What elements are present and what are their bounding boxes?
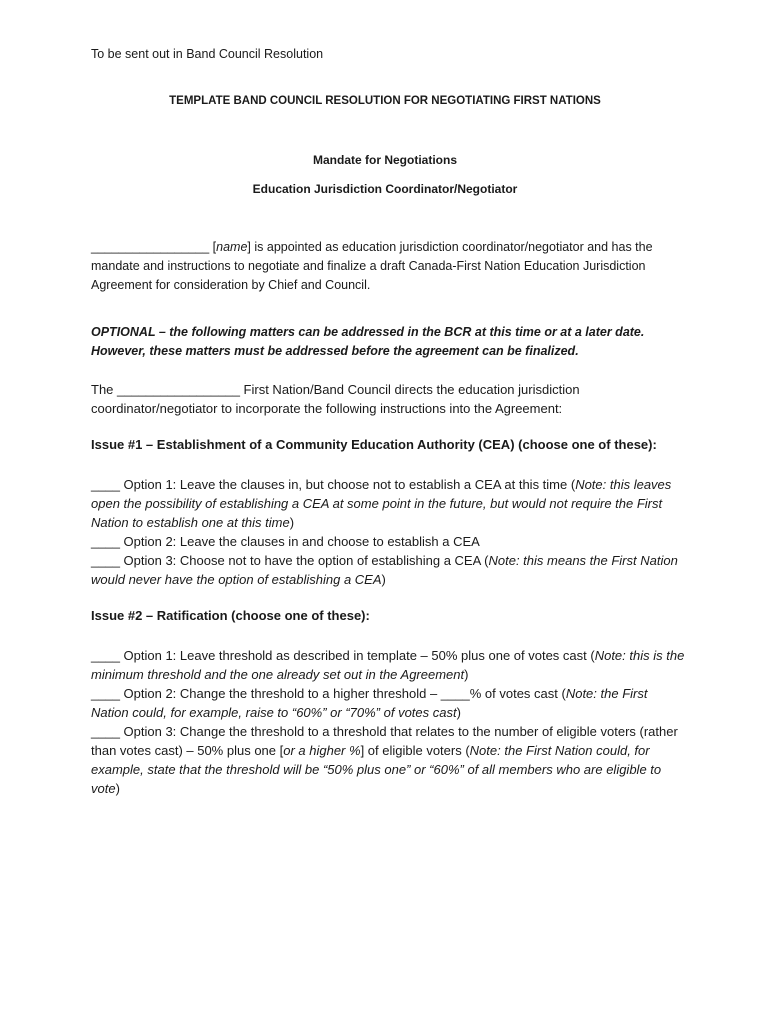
- mandate-heading: Mandate for Negotiations: [312, 153, 457, 167]
- option-blank: ____: [91, 477, 120, 492]
- option-text: Option 1: Leave the clauses in, but choose not to establish a CEA at this time (: [119, 477, 576, 492]
- option-blank: ____: [91, 534, 120, 549]
- option-end: ): [464, 667, 469, 682]
- appointment-text: is appointed as education jurisdiction coordinator/negotiator and has the mandate and instructions to negotiate and finalize a draft Canada-First Nation Education Jurisdiction Agreement for consideration by Chief and Council.: [91, 240, 653, 292]
- option-note: or a higher %: [283, 743, 361, 758]
- issue1-option-2: [91, 534, 480, 549]
- role-heading: Education Jurisdiction Coordinator/Negotiator: [252, 182, 518, 196]
- option-text: Option 3: Choose not to have the option of establishing a CEA (: [119, 553, 489, 568]
- option-end: ): [289, 515, 295, 530]
- option-note: Note: the First Nation could, for example, raise to “60%” or “70%” of votes cast: [91, 686, 648, 720]
- issue2-option-3: [91, 724, 678, 796]
- directs-paragraph: [91, 380, 686, 418]
- option-text: Option 2: Leave the clauses in and choose to establish a CEA: [119, 534, 480, 549]
- issue1-options: [91, 475, 686, 589]
- option-end: ): [456, 705, 461, 720]
- issue2-options: [91, 646, 686, 798]
- option-text: Option 2: Change the threshold to a higher threshold – ____% of votes cast (: [119, 686, 566, 701]
- appointment-paragraph: _________________ [name] is appointed as education jurisdiction coordinator/negotiator and has the mandate and instructions to negotiate and finalize a draft Canada-First Nation Education Jurisdiction Agreement for consideration by Chief and Council.: [91, 240, 653, 292]
- option-note: Note: this is the minimum threshold and the one already set out in the Agreement: [91, 648, 685, 682]
- option-blank: ____: [91, 553, 120, 568]
- first-nation-blank: _________________: [117, 382, 240, 397]
- option-text: Option 3: Change the threshold to a threshold that relates to the number of eligible voters (rather than votes cast) – 50% plus one [: [91, 724, 678, 758]
- option-note: Note: this leaves open the possibility of establishing a CEA at some point in the future, but would not require the First Nation to establish one at this time: [91, 477, 672, 530]
- directs-text: First Nation/Band Council directs the education jurisdiction coordinator/negotiator to incorporate the following instructions into the Agreement:: [91, 382, 580, 416]
- option-end: ): [381, 572, 386, 587]
- option-note-2: Note: the First Nation could, for example, state that the threshold will be “50% plus one” or “60%” of all members who are eligible to vote: [91, 743, 662, 796]
- option-blank: ____: [91, 724, 120, 739]
- option-text: Option 1: Leave threshold as described in template – 50% plus one of votes cast (: [119, 648, 595, 663]
- issue1-option-1: [91, 477, 671, 530]
- optional-note: OPTIONAL – the following matters can be addressed in the BCR at this time or at a later date. However, these matters must be addressed before the agreement can be finalized.: [91, 325, 645, 358]
- issue2-option-2: [91, 686, 647, 720]
- issue2-option-1: [91, 648, 684, 682]
- issue1-option-3: [91, 553, 678, 587]
- issue2-heading: Issue #2 – Ratification (choose one of these):: [91, 608, 370, 623]
- directs-prefix: The: [91, 382, 118, 397]
- issue1-heading: Issue #1 – Establishment of a Community Education Authority (CEA) (choose one of these):: [91, 437, 657, 452]
- document-title: TEMPLATE BAND COUNCIL RESOLUTION FOR NEGOTIATING FIRST NATIONS: [169, 95, 601, 107]
- option-blank: ____: [91, 648, 120, 663]
- option-blank: ____: [91, 686, 120, 701]
- option-end: ): [115, 781, 120, 796]
- header-note: To be sent out in Band Council Resolution: [91, 47, 324, 61]
- option-note: Note: this means the First Nation would never have the option of establishing a CEA: [91, 553, 678, 587]
- name-label: name: [216, 240, 248, 254]
- name-blank: _________________: [91, 240, 210, 254]
- option-mid: ] of eligible voters (: [360, 743, 470, 758]
